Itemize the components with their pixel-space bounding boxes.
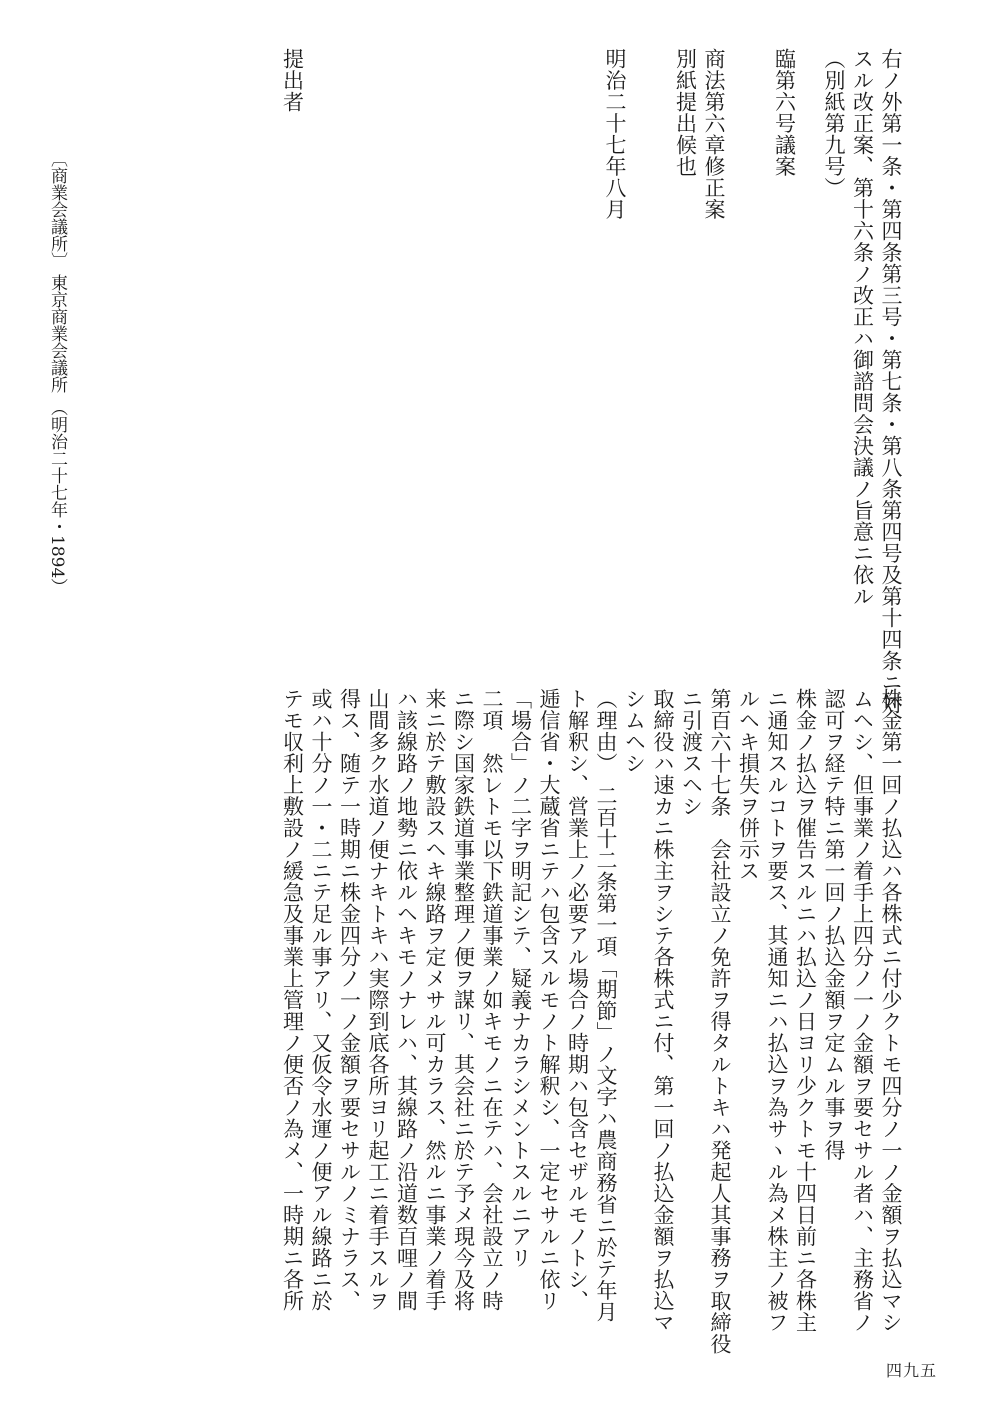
text-line: 商法第六章修正案 bbox=[702, 48, 726, 220]
text-line: 株金第一回ノ払込ハ各株式ニ付少クトモ四分ノ一ノ金額ヲ払込マシ bbox=[879, 688, 903, 1333]
text-line: ムヘシ、但事業ノ着手上四分ノ一ノ金額ヲ要セサル者ハ、主務省ノ bbox=[850, 688, 875, 1333]
text-line: 右ノ外第一条・第四条第三号・第七条・第八条第四号及第十四条ニ対 bbox=[879, 48, 903, 715]
text-line: ニ引渡スヘシ bbox=[679, 688, 704, 817]
text-line: 取締役ハ速カニ株主ヲシテ各株式ニ付、第一回ノ払込金額ヲ払込マ bbox=[651, 688, 675, 1333]
source-footer bbox=[46, 150, 98, 595]
text-line: 認可ヲ経テ特ニ第一回ノ払込金額ヲ定ムル事ヲ得 bbox=[822, 688, 846, 1161]
text-line: ニ通知スルコトヲ要ス、其通知ニハ払込ヲ為サヽル為メ株主ノ被フ bbox=[765, 688, 789, 1333]
text-line: スル改正案、第十六条ノ改正ハ御諮問会決議ノ旨意ニ依ル bbox=[850, 48, 875, 607]
lower-text-block bbox=[278, 688, 905, 1355]
text-line: 明治二十七年八月 bbox=[603, 48, 627, 220]
text-line: （別紙第九号） bbox=[822, 48, 846, 199]
text-line: 株金ノ払込ヲ催告スルニハ払込ノ日ヨリ少クトモ十四日前ニ各株主 bbox=[793, 688, 818, 1333]
text-line: 来ニ於テ敷設スヘキ線路ヲ定メサル可カラス、然ルニ事業ノ着手 bbox=[423, 688, 447, 1312]
page-number: 四九五 bbox=[885, 1361, 937, 1380]
text-line: シムヘシ bbox=[622, 688, 647, 774]
text-line: 提出者 bbox=[280, 48, 305, 113]
text-line: 逓信省・大蔵省ニテハ包含スルモノト解釈シ、一定セサルニ依リ bbox=[537, 688, 561, 1312]
text-line: 得ス、随テ一時期ニ株金四分ノ一ノ金額ヲ要セサルノミナラス、 bbox=[337, 688, 362, 1312]
text-line: 臨第六号議案 bbox=[772, 48, 797, 177]
text-line: テモ収利上敷設ノ緩急及事業上管理ノ便否ノ為メ、一時期ニ各所 bbox=[280, 688, 305, 1312]
text-line: ト解釈シ、営業上ノ必要アル場合ノ時期ハ包含セザルモノトシ、 bbox=[565, 688, 590, 1312]
text-line: 二項 然レトモ以下鉄道事業ノ如キモノニ在テハ、会社設立ノ時 bbox=[480, 688, 504, 1312]
year-label: （明治二十七年・1894） bbox=[47, 398, 67, 596]
text-line: 山間多ク水道ノ便ナキトキハ実際到底各所ヨリ起工ニ着手スルヲ bbox=[366, 688, 390, 1312]
source-label: 〔商業会議所〕 bbox=[47, 150, 67, 269]
text-line: ハ該線路ノ地勢ニ依ルヘキモノナレハ、其線路ノ沿道数百哩ノ間 bbox=[394, 688, 419, 1312]
text-line: 第百六十七条 会社設立ノ免許ヲ得タルトキハ発起人其事務ヲ取締役 bbox=[708, 688, 732, 1355]
text-line: 「場合」ノ二字ヲ明記シテ、疑義ナカラシメントスルニアリ bbox=[508, 688, 533, 1269]
publisher-label: 東京商業会議所 bbox=[47, 274, 67, 394]
text-line: （理由） 二百十二条第一項「期節」ノ文字ハ農商務省ニ於テ年月 bbox=[594, 688, 618, 1323]
text-line: 或ハ十分ノ一・二ニテ足ル事アリ、又仮令水運ノ便アル線路ニ於 bbox=[309, 688, 333, 1312]
text-line: ルヘキ損失ヲ併示ス bbox=[736, 688, 761, 882]
upper-text-block bbox=[0, 48, 905, 715]
text-line: ニ際シ国家鉄道事業整理ノ便ヲ謀リ、其会社ニ於テ予メ現今及将 bbox=[451, 688, 476, 1312]
text-line: 別紙提出候也 bbox=[673, 48, 698, 177]
